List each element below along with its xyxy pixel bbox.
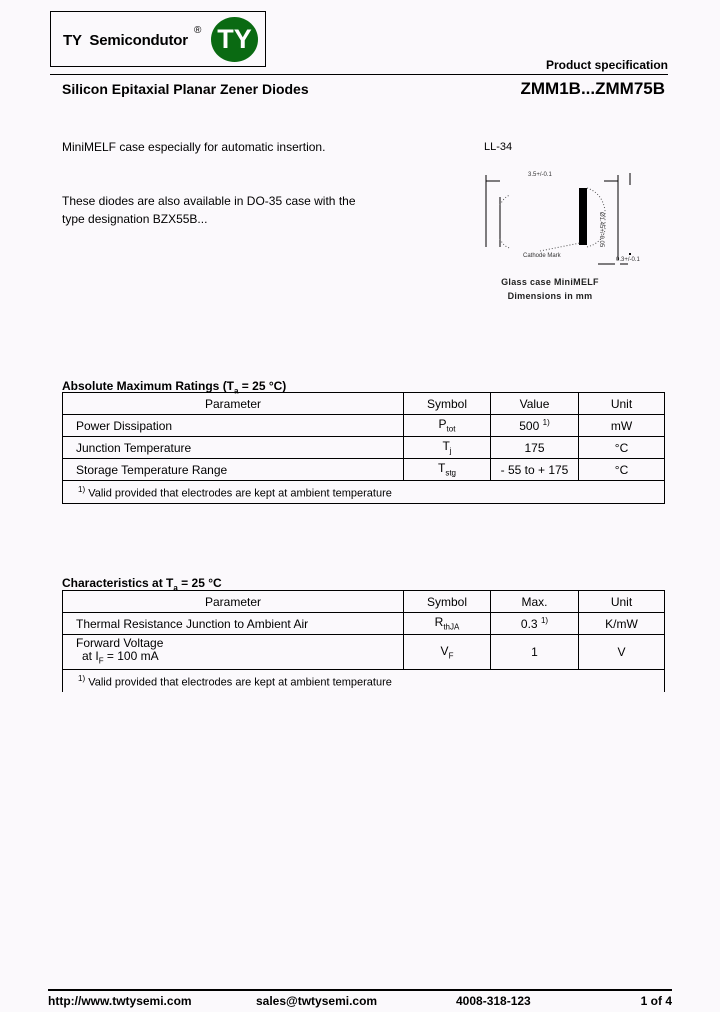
column-header: Value xyxy=(491,393,579,415)
value-cell xyxy=(491,613,579,635)
table-header-row xyxy=(63,393,665,415)
page-number: 1 of 4 xyxy=(640,994,672,1008)
footer-email[interactable]: sales@twtysemi.com xyxy=(256,994,378,1008)
intro-line-1: MiniMELF case especially for automatic insertion. xyxy=(62,140,326,154)
symbol: T xyxy=(442,439,450,454)
footnote-mark: 1) xyxy=(78,484,86,494)
footer-divider xyxy=(48,989,672,991)
heading-text-post: = 25 °C xyxy=(177,576,222,590)
footnote-ref: 1) xyxy=(542,418,550,427)
heading-sub: a xyxy=(234,386,239,396)
column-header: Unit xyxy=(579,393,665,415)
unit-cell: mW xyxy=(579,415,665,437)
dimension-band: 0.3+/-0.1 xyxy=(616,257,640,263)
column-header: Parameter xyxy=(63,393,404,415)
symbol-sub: F xyxy=(448,651,454,661)
cathode-mark-label: Cathode Mark xyxy=(523,253,561,259)
heading-text-post: = 25 °C) xyxy=(238,379,287,393)
value-cell: 175 xyxy=(491,437,579,459)
package-caption-2: Dimensions in mm xyxy=(507,291,593,301)
table-row xyxy=(63,459,665,481)
table-row xyxy=(63,635,665,670)
value-cell: - 55 to + 175 xyxy=(491,459,579,481)
abs-max-table xyxy=(62,392,665,504)
column-header: Unit xyxy=(579,591,665,613)
part-number: ZMM1B...ZMM75B xyxy=(520,79,665,98)
dimension-length: 3.5+/-0.1 xyxy=(528,172,552,178)
column-header: Max. xyxy=(491,591,579,613)
symbol-sub: thJA xyxy=(443,622,460,632)
heading-sub: a xyxy=(173,583,178,593)
heading-text: Characteristics at T xyxy=(62,576,174,590)
intro-line-2a: These diodes are also available in DO-35 case with the xyxy=(62,194,356,208)
condition-sub: F xyxy=(98,656,104,666)
logo-mark: TY xyxy=(211,17,258,62)
intro-line-2 xyxy=(62,192,356,228)
symbol-cell xyxy=(404,635,491,670)
symbol: T xyxy=(437,461,446,476)
parameter-line-2 xyxy=(76,650,399,667)
product-specification-label: Product specification xyxy=(545,58,668,72)
column-header: Symbol xyxy=(404,591,491,613)
condition-text: at I xyxy=(82,648,99,663)
footer-website[interactable]: http://www.twtysemi.com xyxy=(48,994,192,1008)
column-header: Parameter xyxy=(63,591,404,613)
value-cell: 1 xyxy=(491,635,579,670)
parameter-cell xyxy=(63,635,404,670)
company-logo xyxy=(50,11,266,67)
heading-text: Absolute Maximum Ratings (T xyxy=(62,379,235,393)
parameter-cell: Storage Temperature Range xyxy=(63,459,404,481)
dimension-diameter: Ø1.45+/-0.05 xyxy=(598,212,604,248)
footnote xyxy=(63,481,665,504)
footnote xyxy=(63,670,665,693)
footer-phone: 4008-318-123 xyxy=(456,994,531,1008)
table-row xyxy=(63,415,665,437)
document-title: Silicon Epitaxial Planar Zener Diodes xyxy=(62,81,309,97)
symbol-cell xyxy=(404,415,491,437)
footnote-row xyxy=(63,481,665,504)
value: 0.3 xyxy=(520,617,538,631)
symbol-cell xyxy=(404,459,491,481)
value: 500 xyxy=(519,419,540,433)
symbol-sub: stg xyxy=(445,468,456,478)
value-cell xyxy=(491,415,579,437)
header-divider xyxy=(50,74,668,75)
package-name: LL-34 xyxy=(484,141,513,153)
characteristics-table xyxy=(62,590,665,692)
table-row xyxy=(63,437,665,459)
parameter-cell: Thermal Resistance Junction to Ambient Air xyxy=(63,613,404,635)
symbol: P xyxy=(438,417,447,432)
table-row xyxy=(63,613,665,635)
package-caption-1: Glass case MiniMELF xyxy=(501,277,599,287)
footnote-row xyxy=(63,670,665,693)
symbol-cell xyxy=(404,613,491,635)
intro-line-2b: type designation BZX55B... xyxy=(62,212,208,226)
symbol-sub: j xyxy=(449,446,452,456)
symbol-sub: tot xyxy=(446,424,456,434)
logo-text: TY Semicondutor xyxy=(63,32,188,49)
symbol-cell xyxy=(404,437,491,459)
symbol: R xyxy=(434,615,444,630)
table-header-row xyxy=(63,591,665,613)
parameter-line-1: Forward Voltage xyxy=(76,635,164,650)
footnote-text: Valid provided that electrodes are kept at ambient temperature xyxy=(88,487,392,500)
registered-mark: ® xyxy=(194,25,202,36)
footnote-mark: 1) xyxy=(78,673,86,683)
footnote-text: Valid provided that electrodes are kept at ambient temperature xyxy=(88,676,392,689)
unit-cell: V xyxy=(579,635,665,670)
symbol: V xyxy=(440,643,449,658)
unit-cell: °C xyxy=(579,437,665,459)
condition-value: = 100 mA xyxy=(103,648,159,663)
package-drawing xyxy=(480,165,650,265)
column-header: Symbol xyxy=(404,393,491,415)
unit-cell: K/mW xyxy=(579,613,665,635)
parameter-cell: Junction Temperature xyxy=(63,437,404,459)
unit-cell: °C xyxy=(579,459,665,481)
parameter-cell: Power Dissipation xyxy=(63,415,404,437)
footnote-ref: 1) xyxy=(540,616,549,625)
